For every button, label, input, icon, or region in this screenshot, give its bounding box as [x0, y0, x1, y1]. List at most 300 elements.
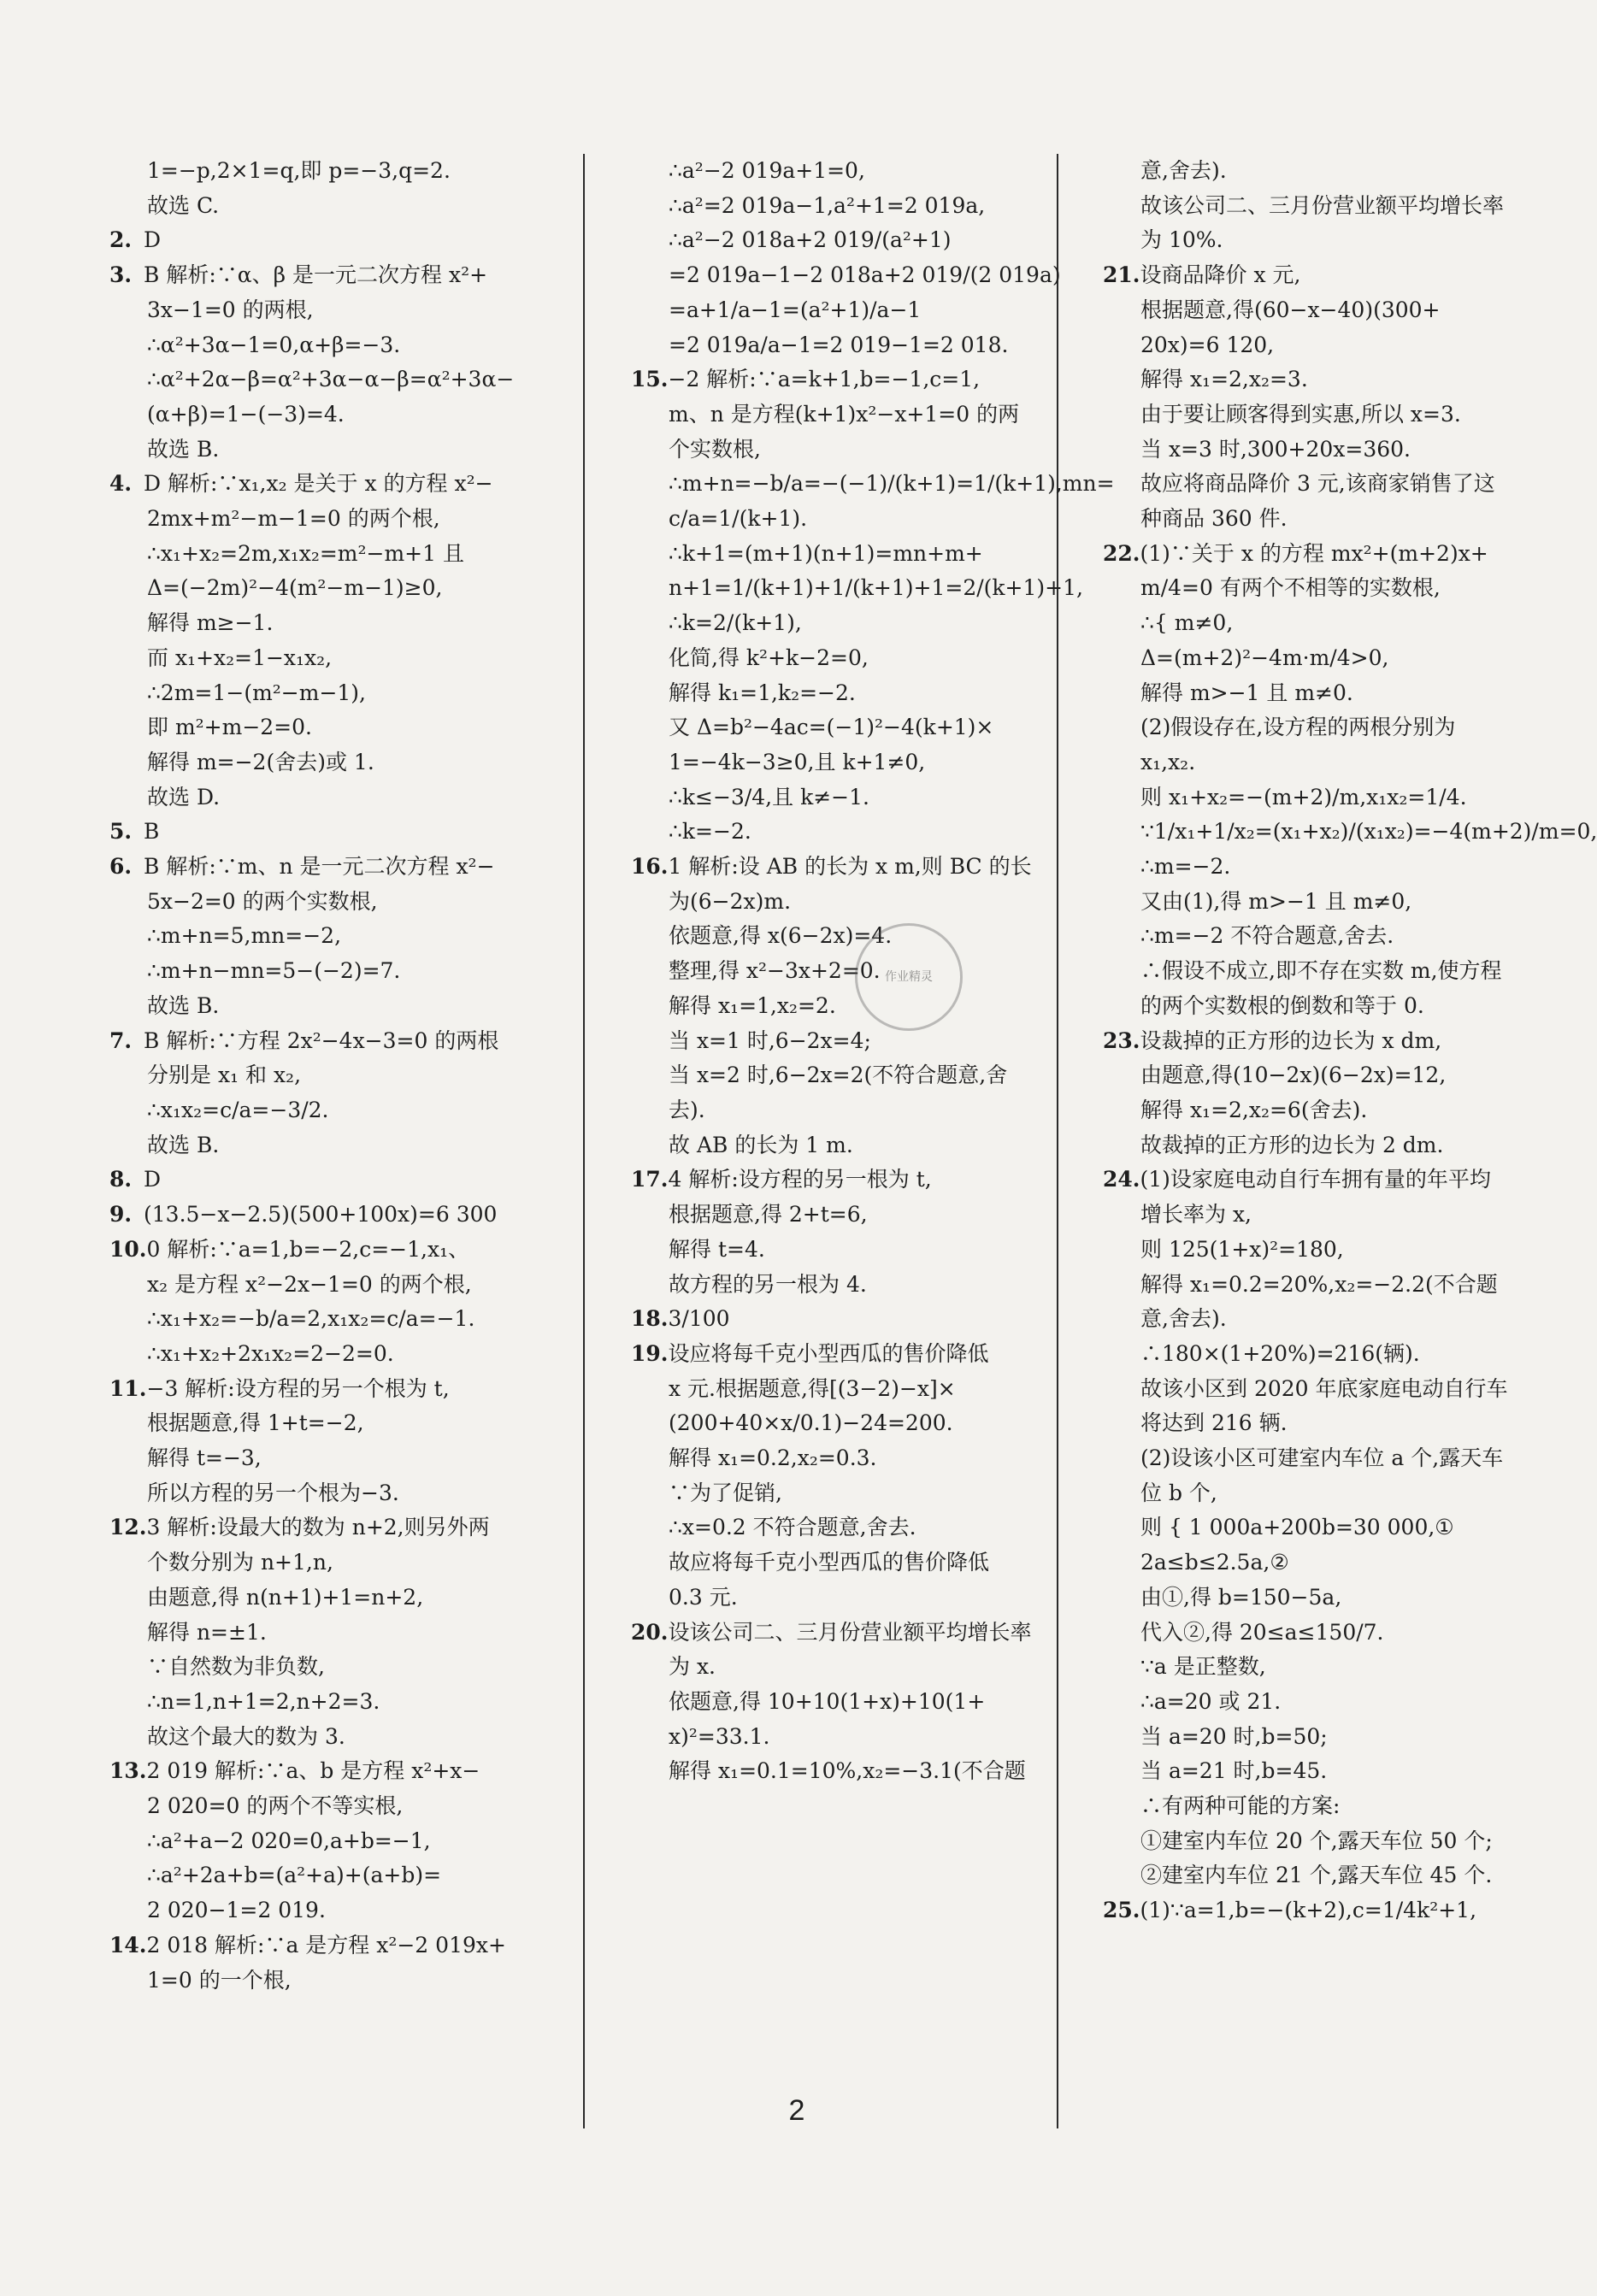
answer-line — [1103, 954, 1530, 989]
answer-text: 5x−2=0 的两个实数根, — [147, 888, 378, 914]
answer-text: 解得 x₁=2,x₂=3. — [1140, 367, 1308, 392]
answer-line — [631, 537, 1050, 572]
answer-line — [631, 1441, 1050, 1476]
answer-text: 3 解析:设最大的数为 n+2,则另外两 — [146, 1515, 490, 1540]
answer-text: 解得 x₁=0.1=10%,x₂=−3.1(不合题 — [669, 1758, 1026, 1784]
answer-text: (2)假设存在,设方程的两根分别为 — [1140, 715, 1456, 740]
answer-text: ①建室内车位 20 个,露天车位 50 个; — [1140, 1828, 1493, 1853]
answer-text: 故选 C. — [147, 192, 220, 218]
answer-line — [631, 571, 1083, 606]
question-number: 10. — [109, 1236, 147, 1262]
answer-line — [109, 1858, 571, 1893]
question-number: 2. — [109, 227, 133, 253]
question-number: 7. — [109, 1027, 133, 1053]
answer-text: 设商品降价 x 元, — [1140, 262, 1301, 288]
answer-line — [1103, 1268, 1530, 1303]
answer-line — [631, 1545, 1050, 1581]
answer-text: 意,舍去). — [1140, 1306, 1227, 1332]
answer-text: 则 x₁+x₂=−(m+2)/m,x₁x₂=1/4. — [1140, 784, 1467, 809]
answer-text: 种商品 360 件. — [1140, 506, 1288, 532]
answer-line — [631, 780, 1050, 815]
answer-text: 依题意,得 10+10(1+x)+10(1+ — [669, 1688, 986, 1714]
answer-text: c/a=1/(k+1). — [669, 506, 808, 532]
answer-text: =a+1/a−1=(a²+1)/a−1 — [669, 297, 922, 322]
answer-line — [109, 537, 571, 572]
answer-line — [109, 397, 571, 433]
answer-line — [1103, 537, 1530, 572]
answer-line — [631, 1720, 1050, 1755]
answer-text: 0.3 元. — [669, 1584, 738, 1610]
answer-text: 由题意,得 n(n+1)+1=n+2, — [147, 1584, 424, 1610]
answer-text: ∴180×(1+20%)=216(辆). — [1140, 1340, 1420, 1366]
answer-line — [631, 1233, 1050, 1268]
answer-text: 当 x=2 时,6−2x=2(不符合题意,舍 — [669, 1063, 1008, 1088]
answer-text: 1=0 的一个根, — [147, 1967, 292, 1993]
answer-text: 3x−1=0 的两根, — [147, 297, 314, 322]
answer-text: 故选 B. — [147, 992, 220, 1018]
answer-line — [1103, 1720, 1530, 1755]
answer-line — [1103, 885, 1530, 920]
answer-line — [109, 362, 571, 397]
answer-text: 当 x=3 时,300+20x=360. — [1140, 436, 1411, 462]
answer-line — [1103, 154, 1530, 189]
answer-text: 故该公司二、三月份营业额平均增长率 — [1140, 192, 1505, 218]
answer-line — [631, 258, 1061, 293]
answer-line — [1103, 1372, 1530, 1407]
answer-line — [109, 954, 571, 989]
answer-line — [631, 1685, 1050, 1720]
answer-text: 去). — [669, 1097, 705, 1122]
answer-line — [109, 780, 571, 815]
answer-line — [1103, 1510, 1530, 1545]
answer-text: ∴m+n=5,mn=−2, — [147, 923, 342, 949]
answer-text: 4 解析:设方程的另一根为 t, — [668, 1167, 932, 1192]
answer-line — [1103, 606, 1530, 641]
answer-line — [1103, 362, 1530, 397]
answer-text: ∴x₁+x₂=−b/a=2,x₁x₂=c/a=−1. — [147, 1306, 475, 1332]
answer-line — [1103, 1685, 1530, 1720]
answer-text: B — [144, 819, 160, 845]
question-number: 14. — [109, 1932, 147, 1957]
answer-text: ∴a²−2 019a+1=0, — [669, 158, 865, 183]
question-number: 13. — [109, 1758, 147, 1784]
answer-text: 1 解析:设 AB 的长为 x m,则 BC 的长 — [668, 854, 1032, 880]
answer-text: x 元.根据题意,得[(3−2)−x]× — [669, 1375, 956, 1401]
answer-text: B 解析:∵m、n 是一元二次方程 x²− — [144, 854, 495, 880]
answer-text: 根据题意,得 2+t=6, — [669, 1202, 868, 1227]
stamp-watermark — [855, 923, 963, 1031]
answer-text: 故方程的另一根为 4. — [669, 1271, 867, 1297]
question-number: 11. — [109, 1375, 147, 1401]
answer-text: ∴{ m≠0, — [1140, 610, 1234, 636]
answer-text: 为(6−2x)m. — [669, 888, 792, 914]
answer-text: 解得 t=−3, — [147, 1445, 262, 1471]
answer-text: 2mx+m²−m−1=0 的两个根, — [147, 506, 440, 532]
answer-line — [631, 467, 1115, 502]
answer-line — [1103, 989, 1530, 1024]
answer-text: ∴k=2/(k+1), — [669, 610, 802, 636]
answer-line — [109, 1058, 571, 1093]
answer-line — [109, 676, 571, 711]
answer-text: ∴m+n−mn=5−(−2)=7. — [147, 958, 401, 984]
answer-line — [631, 1581, 1050, 1616]
answer-text: 意,舍去). — [1140, 158, 1227, 183]
answer-text: 则 125(1+x)²=180, — [1140, 1236, 1344, 1262]
answer-line — [631, 954, 1050, 989]
answer-line — [109, 641, 571, 676]
answer-line — [631, 1058, 1050, 1093]
answer-line — [631, 1616, 1050, 1651]
answer-line — [631, 1650, 1050, 1685]
answer-text: ∴n=1,n+1=2,n+2=3. — [147, 1688, 380, 1714]
answer-line — [1103, 571, 1530, 606]
answer-text: 故应将商品降价 3 元,该商家销售了这 — [1140, 471, 1495, 497]
answer-text: ②建室内车位 21 个,露天车位 45 个. — [1140, 1863, 1493, 1888]
answer-text: 个实数根, — [669, 436, 761, 462]
answer-text: 当 a=20 时,b=50; — [1140, 1723, 1328, 1749]
answer-text: =2 019a−1−2 018a+2 019/(2 019a) — [669, 262, 1061, 288]
answer-text: (1)∵关于 x 的方程 mx²+(m+2)x+ — [1140, 540, 1488, 566]
answer-line — [1103, 1302, 1530, 1337]
answer-line — [109, 1545, 571, 1581]
answer-line — [631, 1093, 1050, 1128]
answer-text: Δ=(m+2)²−4m·m/4>0, — [1140, 645, 1389, 670]
answer-line — [109, 1093, 571, 1128]
answer-text: ∴k=−2. — [669, 819, 751, 845]
answer-text: 故应将每千克小型西瓜的售价降低 — [669, 1550, 990, 1575]
answer-text: 解得 t=4. — [669, 1236, 765, 1262]
answer-text: ∴α²+3α−1=0,α+β=−3. — [147, 332, 401, 357]
answer-line — [1103, 1024, 1530, 1059]
stamp-text: 作业精灵 — [885, 970, 933, 984]
answer-text: 当 x=1 时,6−2x=4; — [669, 1027, 871, 1053]
answer-line — [631, 885, 1050, 920]
question-number: 3. — [109, 262, 133, 288]
answer-text: 2 020=0 的两个不等实根, — [147, 1793, 404, 1819]
answer-text: 解得 m=−2(舍去)或 1. — [147, 749, 374, 774]
answer-text: ∴m=−2 不符合题意,舍去. — [1140, 923, 1394, 949]
answer-column-middle — [631, 154, 1115, 1789]
answer-text: 解得 n=±1. — [147, 1619, 267, 1645]
answer-line — [109, 1720, 571, 1755]
answer-text: 由①,得 b=150−5a, — [1140, 1584, 1342, 1610]
answer-line — [631, 397, 1050, 433]
answer-text: 又 Δ=b²−4ac=(−1)²−4(k+1)× — [669, 715, 994, 740]
answer-line — [109, 1198, 571, 1233]
answer-line — [109, 885, 571, 920]
answer-text: 设该公司二、三月份营业额平均增长率 — [668, 1619, 1032, 1645]
answer-text: ∵1/x₁+1/x₂=(x₁+x₂)/(x₁x₂)=−4(m+2)/m=0, — [1140, 819, 1597, 845]
answer-text: 解得 x₁=0.2=20%,x₂=−2.2(不合题 — [1140, 1271, 1498, 1297]
answer-text: 位 b 个, — [1140, 1480, 1217, 1505]
answer-line — [109, 1476, 571, 1511]
answer-text: 1=−p,2×1=q,即 p=−3,q=2. — [147, 158, 451, 183]
answer-text: ∵为了促销, — [669, 1480, 782, 1505]
answer-line — [631, 1198, 1050, 1233]
answer-line — [631, 1754, 1050, 1789]
answer-text: ∴x₁x₂=c/a=−3/2. — [147, 1097, 329, 1122]
answer-text: 故选 D. — [147, 784, 221, 809]
answer-text: D — [144, 227, 162, 253]
answer-line — [109, 815, 571, 850]
answer-line — [1103, 710, 1530, 745]
answer-text: 故选 B. — [147, 1132, 220, 1157]
question-number: 16. — [631, 854, 669, 880]
answer-line — [109, 1302, 571, 1337]
answer-line — [631, 745, 1050, 780]
answer-text: 解得 x₁=2,x₂=6(舍去). — [1140, 1097, 1368, 1122]
answer-text: 而 x₁+x₂=1−x₁x₂, — [147, 645, 333, 670]
answer-text: ∴有两种可能的方案: — [1140, 1793, 1341, 1819]
answer-line — [1103, 1093, 1530, 1128]
column-divider — [1057, 154, 1058, 2128]
answer-text: ∴a²−2 018a+2 019/(a²+1) — [669, 227, 952, 253]
question-number: 20. — [631, 1619, 669, 1645]
answer-text: 设应将每千克小型西瓜的售价降低 — [668, 1340, 989, 1366]
answer-line — [109, 502, 571, 537]
answer-line — [1103, 1441, 1530, 1476]
answer-text: 2 018 解析:∵a 是方程 x²−2 019x+ — [146, 1932, 506, 1957]
answer-line — [1103, 502, 1530, 537]
question-number: 23. — [1103, 1027, 1140, 1053]
answer-line — [109, 1233, 571, 1268]
answer-text: ∵自然数为非负数, — [147, 1654, 325, 1680]
answer-line — [631, 328, 1050, 363]
answer-text: 将达到 216 辆. — [1140, 1410, 1288, 1436]
answer-text: 解得 x₁=1,x₂=2. — [669, 992, 836, 1018]
answer-line — [1103, 293, 1530, 328]
answer-line — [1103, 223, 1530, 258]
question-number: 8. — [109, 1167, 133, 1192]
answer-text: (1)∵a=1,b=−(k+2),c=1/4k²+1, — [1140, 1898, 1477, 1923]
answer-text: 增长率为 x, — [1140, 1202, 1252, 1227]
answer-text: 则 { 1 000a+200b=30 000,① — [1140, 1515, 1454, 1540]
answer-line — [109, 571, 571, 606]
answer-text: ∴x₁+x₂=2m,x₁x₂=m²−m+1 且 — [147, 540, 464, 566]
answer-text: ∴2m=1−(m²−m−1), — [147, 680, 367, 705]
answer-text: 2a≤b≤2.5a,② — [1140, 1550, 1289, 1575]
answer-line — [1103, 1581, 1530, 1616]
answer-line — [1103, 1476, 1530, 1511]
answer-text: 化简,得 k²+k−2=0, — [669, 645, 869, 670]
answer-line — [1103, 1058, 1530, 1093]
answer-text: 2 020−1=2 019. — [147, 1898, 326, 1923]
answer-line — [109, 1824, 571, 1859]
answer-text: 代入②,得 20≤a≤150/7. — [1140, 1619, 1384, 1645]
answer-line — [109, 1128, 571, 1163]
answer-text: m、n 是方程(k+1)x²−x+1=0 的两 — [669, 401, 1020, 427]
answer-text: 设裁掉的正方形的边长为 x dm, — [1140, 1027, 1442, 1053]
answer-text: −2 解析:∵a=k+1,b=−1,c=1, — [668, 367, 981, 392]
answer-line — [109, 1581, 571, 1616]
answer-line — [1103, 745, 1530, 780]
answer-line — [1103, 815, 1597, 850]
answer-line — [109, 989, 571, 1024]
answer-line — [1103, 328, 1530, 363]
column-divider — [583, 154, 585, 2128]
answer-text: 根据题意,得 1+t=−2, — [147, 1410, 364, 1436]
answer-line — [109, 258, 571, 293]
answer-line — [1103, 1545, 1530, 1581]
answer-text: ∴x=0.2 不符合题意,舍去. — [669, 1515, 916, 1540]
answer-line — [109, 1928, 571, 1963]
answer-text: 故该小区到 2020 年底家庭电动自行车 — [1140, 1375, 1508, 1401]
answer-line — [109, 745, 571, 780]
answer-text: x)²=33.1. — [669, 1723, 770, 1749]
answer-line — [1103, 433, 1530, 468]
answer-line — [109, 1163, 571, 1198]
answer-text: 根据题意,得(60−x−40)(300+ — [1140, 297, 1441, 322]
question-number: 18. — [631, 1306, 669, 1332]
answer-text: ∴m=−2. — [1140, 854, 1231, 880]
answer-text: (α+β)=1−(−3)=4. — [147, 401, 345, 427]
answer-line — [631, 1337, 1050, 1372]
answer-line — [109, 1963, 571, 1999]
answer-line — [1103, 1650, 1530, 1685]
answer-text: B 解析:∵方程 2x²−4x−3=0 的两根 — [144, 1027, 499, 1053]
answer-text: 2 019 解析:∵a、b 是方程 x²+x− — [146, 1758, 480, 1784]
answer-line — [631, 223, 1050, 258]
answer-line — [631, 502, 1050, 537]
answer-line — [109, 433, 571, 468]
answer-line — [109, 1616, 571, 1651]
answer-line — [109, 1893, 571, 1928]
question-number: 17. — [631, 1167, 669, 1192]
answer-line — [1103, 676, 1530, 711]
answer-text: ∴k≤−3/4,且 k≠−1. — [669, 784, 869, 809]
question-number: 25. — [1103, 1898, 1140, 1923]
answer-text: (200+40×x/0.1)−24=200. — [669, 1410, 953, 1436]
answer-line — [109, 710, 571, 745]
answer-text: 解得 m≥−1. — [147, 610, 274, 636]
answer-line — [631, 710, 1050, 745]
answer-text: 又由(1),得 m>−1 且 m≠0, — [1140, 888, 1412, 914]
answer-column-left — [109, 154, 571, 1998]
answer-line — [109, 1650, 571, 1685]
answer-line — [631, 1372, 1050, 1407]
answer-text: 故选 B. — [147, 436, 220, 462]
answer-line — [1103, 397, 1530, 433]
answer-line — [109, 467, 571, 502]
answer-line — [1103, 1198, 1530, 1233]
answer-text: 解得 m>−1 且 m≠0. — [1140, 680, 1353, 705]
answer-line — [1103, 258, 1530, 293]
answer-text: 故 AB 的长为 1 m. — [669, 1132, 853, 1157]
answer-line — [1103, 780, 1530, 815]
answer-text: (13.5−x−2.5)(500+100x)=6 300 — [144, 1202, 498, 1227]
answer-line — [631, 154, 1050, 189]
question-number: 22. — [1103, 540, 1140, 566]
answer-line — [631, 606, 1050, 641]
answer-text: 解得 k₁=1,k₂=−2. — [669, 680, 856, 705]
answer-line — [109, 1024, 571, 1059]
question-number: 4. — [109, 471, 133, 497]
page-number: 2 — [788, 2094, 805, 2127]
question-number: 6. — [109, 854, 133, 880]
answer-line — [109, 1337, 571, 1372]
answer-line — [109, 154, 571, 189]
answer-text: 整理,得 x²−3x+2=0. — [669, 958, 881, 984]
answer-text: Δ=(−2m)²−4(m²−m−1)≥0, — [147, 575, 443, 601]
answer-line — [631, 1406, 1050, 1441]
answer-line — [109, 189, 571, 224]
answer-line — [109, 1406, 571, 1441]
answer-line — [109, 1441, 571, 1476]
answer-text: 所以方程的另一个根为−3. — [147, 1480, 399, 1505]
answer-text: 20x)=6 120, — [1140, 332, 1275, 357]
answer-text: ∴假设不成立,即不存在实数 m,使方程 — [1140, 958, 1502, 984]
answer-text: m/4=0 有两个不相等的实数根, — [1140, 575, 1441, 601]
answer-text: 解得 x₁=0.2,x₂=0.3. — [669, 1445, 877, 1471]
answer-line — [109, 328, 571, 363]
answer-text: ∴α²+2α−β=α²+3α−α−β=α²+3α− — [147, 367, 515, 392]
answer-line — [631, 1024, 1050, 1059]
answer-text: (2)设该小区可建室内车位 a 个,露天车 — [1140, 1445, 1504, 1471]
answer-line — [1103, 1337, 1530, 1372]
answer-line — [631, 641, 1050, 676]
answer-line — [631, 293, 1050, 328]
answer-text: 故这个最大的数为 3. — [147, 1723, 345, 1749]
answer-line — [1103, 1128, 1530, 1163]
answer-line — [631, 815, 1050, 850]
answer-text: ∴a²+2a+b=(a²+a)+(a+b)= — [147, 1863, 442, 1888]
answer-line — [631, 919, 1050, 954]
question-number: 12. — [109, 1515, 147, 1540]
answer-line — [109, 919, 571, 954]
answer-text: ∴k+1=(m+1)(n+1)=mn+m+ — [669, 540, 983, 566]
answer-line — [631, 1302, 1050, 1337]
question-number: 5. — [109, 819, 133, 845]
answer-text: ∵a 是正整数, — [1140, 1654, 1266, 1680]
answer-text: D 解析:∵x₁,x₂ 是关于 x 的方程 x²− — [144, 471, 493, 497]
answer-line — [109, 223, 571, 258]
answer-line — [631, 989, 1050, 1024]
answer-line — [631, 1163, 1050, 1198]
question-number: 21. — [1103, 262, 1140, 288]
answer-text: 依题意,得 x(6−2x)=4. — [669, 923, 893, 949]
answer-line — [1103, 1858, 1530, 1893]
answer-line — [109, 1510, 571, 1545]
answer-text: (1)设家庭电动自行车拥有量的年平均 — [1140, 1167, 1491, 1192]
answer-line — [109, 293, 571, 328]
answer-text: B 解析:∵α、β 是一元二次方程 x²+ — [144, 262, 488, 288]
answer-text: 为 10%. — [1140, 227, 1223, 253]
question-number: 24. — [1103, 1167, 1140, 1192]
answer-line — [109, 850, 571, 885]
answer-line — [1103, 189, 1530, 224]
answer-text: 1=−4k−3≥0,且 k+1≠0, — [669, 749, 926, 774]
answer-text: ∴a²=2 019a−1,a²+1=2 019a, — [669, 192, 986, 218]
answer-line — [631, 676, 1050, 711]
answer-line — [1103, 1233, 1530, 1268]
answer-text: D — [144, 1167, 162, 1192]
answer-line — [109, 1754, 571, 1789]
answer-text: 个数分别为 n+1,n, — [147, 1550, 333, 1575]
question-number: 19. — [631, 1340, 669, 1366]
answer-text: 0 解析:∵a=1,b=−2,c=−1,x₁、 — [146, 1236, 470, 1262]
answer-line — [109, 1268, 571, 1303]
answer-line — [631, 1268, 1050, 1303]
answer-text: 为 x. — [669, 1654, 716, 1680]
answer-line — [631, 1128, 1050, 1163]
answer-text: 即 m²+m−2=0. — [147, 715, 312, 740]
answer-text: 分别是 x₁ 和 x₂, — [147, 1063, 302, 1088]
answer-text: 由于要让顾客得到实惠,所以 x=3. — [1140, 401, 1461, 427]
answer-text: =2 019a/a−1=2 019−1=2 018. — [669, 332, 1009, 357]
answer-line — [1103, 1893, 1530, 1928]
question-number: 15. — [631, 367, 669, 392]
answer-line — [109, 1789, 571, 1824]
